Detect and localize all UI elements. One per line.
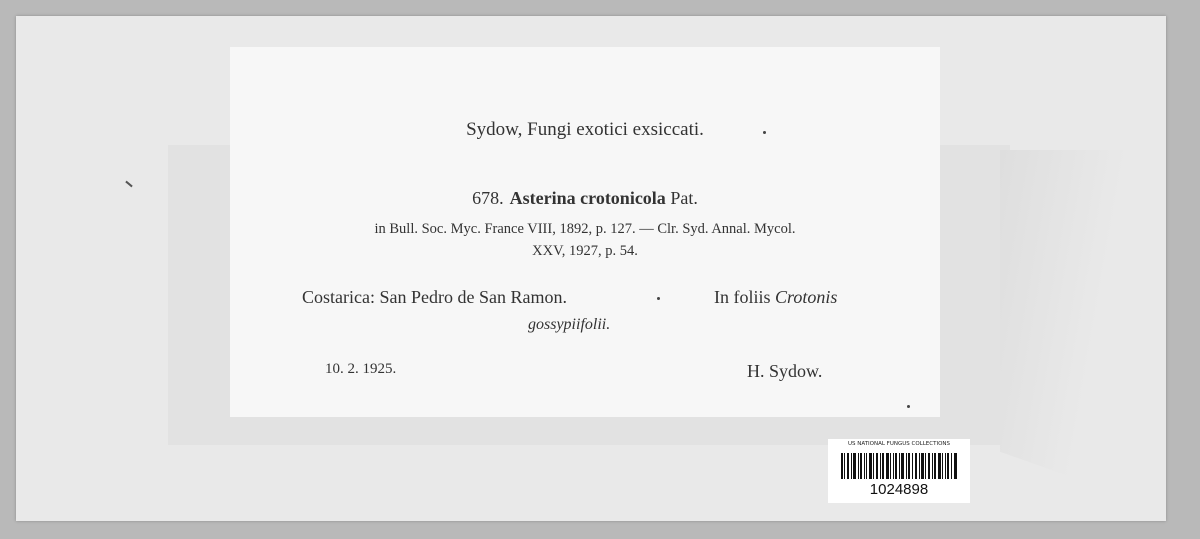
- barcode-title: US NATIONAL FUNGUS COLLECTIONS: [847, 441, 951, 447]
- host-epithet: gossypiifolii.: [528, 316, 611, 333]
- specimen-label: [230, 47, 940, 417]
- barcode-label: [828, 439, 970, 503]
- specimen-number: 678.: [472, 188, 504, 208]
- ink-dot: [907, 405, 910, 408]
- species-line: [230, 188, 940, 209]
- species-author: Pat.: [670, 188, 698, 208]
- envelope-flap: [1000, 150, 1150, 505]
- reference-line-2: XXV, 1927, p. 54.: [532, 243, 638, 259]
- locality: Costarica: San Pedro de San Ramon.: [302, 287, 567, 307]
- species-name: Asterina crotonicola: [509, 188, 666, 208]
- ink-dot: [763, 131, 766, 134]
- host-prefix: In foliis: [714, 287, 771, 307]
- barcode-icon: [841, 453, 957, 479]
- ink-dot: [657, 297, 660, 300]
- exsiccata-title: Sydow, Fungi exotici exsiccati.: [466, 119, 704, 140]
- host-line: [714, 287, 837, 308]
- collector-name: H. Sydow.: [747, 361, 823, 381]
- reference-line-1: in Bull. Soc. Myc. France VIII, 1892, p. 127. — Clr. Syd. Annal. Mycol.: [374, 221, 796, 237]
- host-genus: Crotonis: [775, 287, 838, 307]
- barcode-number: 1024898: [869, 481, 929, 498]
- collection-date: 10. 2. 1925.: [325, 361, 397, 377]
